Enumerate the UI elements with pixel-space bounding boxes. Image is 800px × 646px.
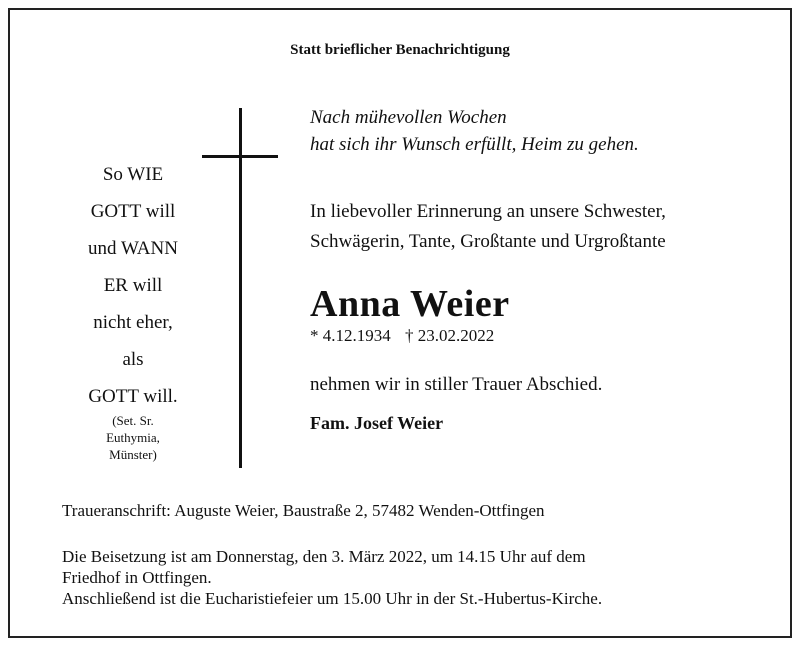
quote-line: hat sich ihr Wunsch erfüllt, Heim zu gehen. — [310, 134, 639, 155]
farewell-text: nehmen wir in stiller Trauer Abschied. — [310, 374, 603, 395]
intro-line: Schwägerin, Tante, Großtante und Urgroßtante — [310, 231, 666, 252]
poem-line: nicht eher, — [93, 312, 173, 333]
poem-line: und WANN — [88, 238, 178, 259]
notice-header: Statt brieflicher Benachrichtigung — [290, 42, 510, 58]
mourning-address: Traueranschrift: Auguste Weier, Baustraße 2, 57482 Wenden-Ottfingen — [62, 501, 545, 520]
intro-text — [310, 197, 666, 257]
intro-line: In liebevoller Erinnerung an unsere Schwester, — [310, 201, 666, 222]
funeral-line: Anschließend ist die Eucharistiefeier um 15.00 Uhr in der St.-Hubertus-Kirche. — [62, 589, 603, 608]
poem-line: als — [122, 349, 144, 370]
quote-line: Nach mühevollen Wochen — [310, 107, 507, 128]
poem-line: So WIE — [102, 164, 164, 185]
poem-line: ER will — [103, 275, 163, 296]
life-dates — [310, 326, 504, 346]
funeral-info — [62, 546, 602, 609]
cross-icon — [202, 108, 278, 468]
poem-line: GOTT will. — [88, 386, 178, 407]
birth-date: * 4.12.1934 — [310, 326, 391, 345]
poem-line: GOTT will — [90, 201, 176, 222]
poem-source — [62, 412, 204, 463]
poem-source-line: Münster) — [109, 447, 157, 462]
poem — [62, 156, 204, 415]
funeral-line: Die Beisetzung ist am Donnerstag, den 3. März 2022, um 14.15 Uhr auf dem — [62, 547, 586, 566]
cross-horizontal-bar — [202, 155, 278, 158]
deceased-name: Anna Weier — [310, 283, 510, 325]
family-signature: Fam. Josef Weier — [310, 413, 444, 433]
poem-source-line: Euthymia, — [106, 430, 160, 445]
cross-vertical-bar — [239, 108, 242, 468]
quote — [310, 104, 639, 158]
death-date: † 23.02.2022 — [405, 326, 495, 345]
poem-source-line: (Set. Sr. — [112, 413, 154, 428]
funeral-line: Friedhof in Ottfingen. — [62, 568, 212, 587]
